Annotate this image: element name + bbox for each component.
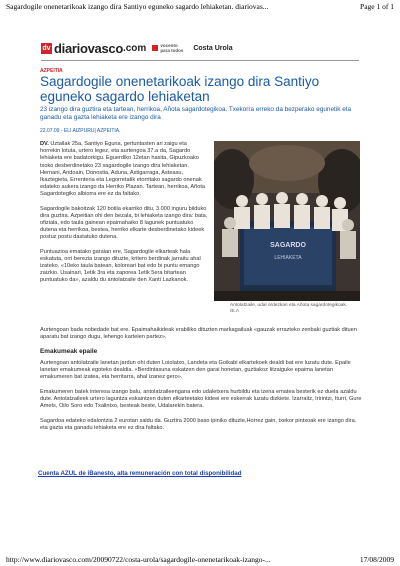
- masthead-divider: [41, 60, 359, 61]
- print-footer: [6, 555, 394, 565]
- article-subhead: Emakumeak epaile: [40, 348, 98, 355]
- print-header-title: Sagardogile onenetarikoak izango dira Santiyo eguneko sagardo lehiaketan. diariovas...: [6, 2, 269, 11]
- article-left-column: [40, 141, 208, 292]
- lead-prefix: DV.: [40, 141, 49, 147]
- print-footer-url: http://www.diariovasco.com/20090722/costa-urola/sagardogile-onenetarikoak-izango-...: [6, 555, 271, 564]
- article-paragraph: Sagardoa edateko edalontzia 2 eurotan saldu da. Guztira 2000 baso ipiniko dituzte,Horrez gain, txekor pintxoak ere izango dira. eta gazta eta ganadu lehiaketa ere ez dira faltako.: [40, 418, 357, 432]
- article-photo[interactable]: [214, 141, 360, 301]
- article-dateline: 22.07.09 - ELI AIZPURU| AZPEITIA.: [40, 128, 121, 134]
- site-logo-name[interactable]: diariovasco: [54, 40, 123, 56]
- site-logo-mark[interactable]: dv: [42, 44, 51, 52]
- article-headline: Sagardogile onenetarikoak izango dira Santiyo eguneko sagardo lehiaketan: [40, 74, 320, 104]
- article-kicker: AZPEITIA: [40, 68, 63, 74]
- article-paragraph: Sagardogile bakoitzak 120 botila ekarriko ditu, 3.000 inguru bilduko dira guztira. Azpeitian ohi den bezala, bi lehiaketa izango dira: bata, ofiziala, edo taula gainean epaimahaiko 8 lagunek puntuatuko dutena eta herrikoa, bestea, herriko elkarte desberdinetako kideek postuz postu dastatuko dutena.: [40, 205, 208, 241]
- article-standfirst: 23 izango dira guztira eta tartean, herrikoa, Añota sagardotegikoa. Txekorra erreko da bezperako egunetik eta ganadu eta gazta lehiaketa ere izango dira: [40, 106, 352, 121]
- print-header: [6, 2, 394, 12]
- article-paragraph: Emakumeren batek interesa izango balu, antolatzaileengana edo udaletxera hurbildu eta izena emateа besterik ez duela azaldu dute. Antolatzaileek urtero laguntza eskaintzen duten elkarteetako kideei ere eskerrak luzatu dizkiete. Izarraitz, Iririntzi, Iturri, Gure Amets, Oilo Soro edo Txalintxo, besteak beste, Udalarekin batera.: [40, 389, 362, 410]
- partner-logo: [152, 43, 183, 53]
- partner-line-2: para todos: [160, 48, 184, 53]
- partner-line-1: vocento: [160, 43, 178, 48]
- print-header-page: Page 1 of 1: [360, 2, 394, 11]
- article-paragraph: [40, 141, 208, 199]
- article-paragraph: Puntuazioa ematako garaian ere, Sagardogile elkarteak hala eskatuta, orri berezia izango dituzte, kritero berdinak jarraitu ahal izateko. «10eko taula batean, koloreari bat edo bi puntu emango zaizkio. Usainari, 1etik 3ra eta zaporea 1etik 5era bitartean puntuatuko da», azaldu du antolatzaile den Xanti Lazkanok.: [40, 248, 201, 284]
- article-paragraph: Aurtengoan antolatzaile lanetan jardun ohi duten Loiolatxo, Landeta eta Goikabi elkartekoek dealdi bat ere luzatu dute. Epaile lanetan emakumeak egoteko dealdia. «Berdintasuna eskatzen den garai honetan, guztiakoz Iitzaiguke epaima lanetan emakumeren bat izatea, eta herritarra, ahal izanez gero».: [40, 360, 351, 381]
- article-paragraph-text: Uztailak 25a, Santiyo Eguna, gertuntasten ari zaigu eta horrekin lotuta, urtero legez, eta aurtengoa 37.a da, Sagardo lehiaketa ere badatorkigu. Eguerdiko 12etan hasita, Gipuzkoako txoko desberdinetako 23 sagardogile izango dira lehiaketan. Hernani, Andoain, Donostia, Aduna, Astigarraga, Asteasu, Ikaztegieta, Errenteria eta Legorretatik etorritako sagardo onenak edateko aukera izango da Herriko Plazan. Tartean, herrikoa, Añota Sagardotegiko albiorra ere ez da faltako.: [40, 141, 206, 198]
- article-paragraph: Aurtengoan bada nobedade bat ere. Epaimahaikideak erabiliko dituzten markagailuak «gauzak errazteko zenbaki guztiak dituen aparatu bat izango dugu, lehengo kartelen partez».: [40, 327, 357, 341]
- section-name[interactable]: Costa Urola: [193, 44, 233, 52]
- svg-text:SAGARDO: SAGARDO: [270, 242, 306, 249]
- article-photo-image: [214, 141, 360, 301]
- site-logo-tld: .com: [122, 42, 147, 54]
- partner-logo-icon: [152, 45, 158, 51]
- photo-caption: Antolatzaile, udal ordezkari eta Añota sagardotegikoak. /E.A: [230, 303, 348, 314]
- svg-text:LEHIAKETA: LEHIAKETA: [274, 255, 302, 261]
- ad-link[interactable]: Cuenta AZUL de iBanesto, alta remuneración con total disponibilidad: [38, 470, 242, 477]
- print-footer-date: 17/08/2009: [359, 555, 394, 564]
- masthead: [41, 38, 359, 58]
